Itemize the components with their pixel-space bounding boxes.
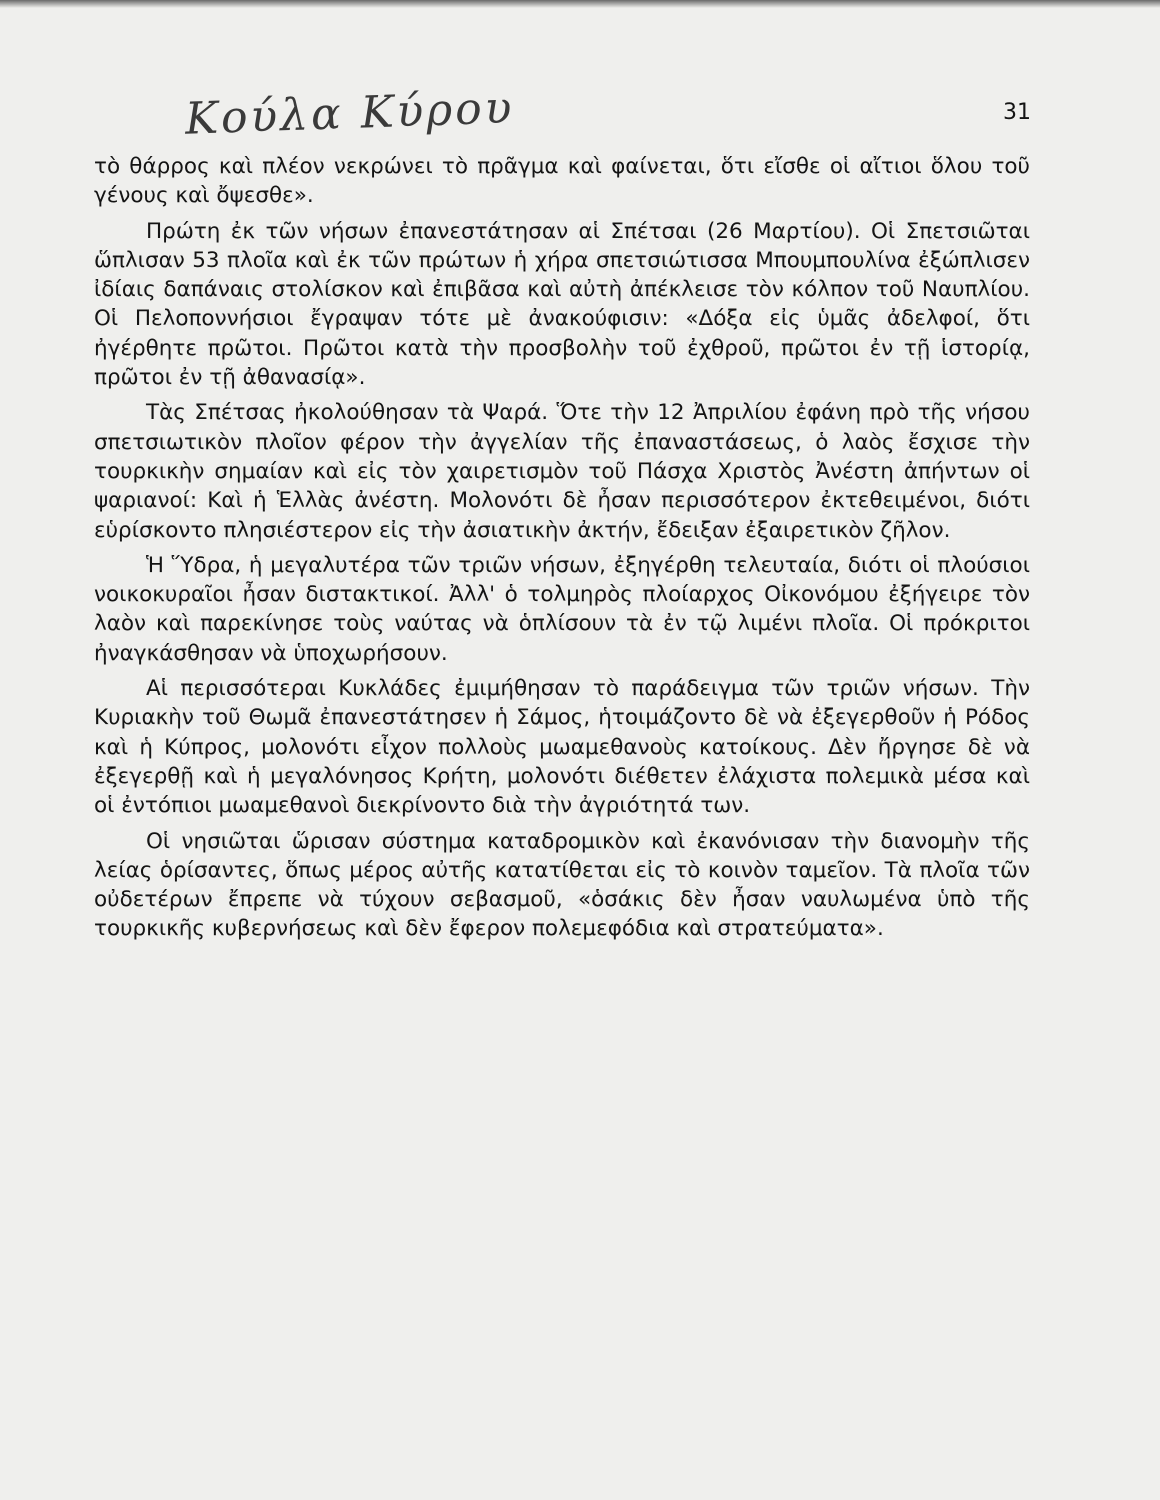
page-top-shadow [0,0,1160,8]
paragraph: Αἱ περισσότεραι Κυκλάδες ἐμιμήθησαν τὸ παράδειγμα τῶν τριῶν νήσων. Τὴν Κυριακὴν τοῦ Θωμᾶ ἐπανεστάτησεν ἡ Σάμος, ἡτοιμάζοντο δὲ νὰ ἐξεγερθοῦν ἡ Ρόδος καὶ ἡ Κύπρος, μολονότι εἶχον πολλοὺς μωαμεθανοὺς κατοίκους. Δὲν ἤργησε δὲ νὰ ἐξεγερθῇ καὶ ἡ μεγαλόνησος Κρήτη, μολονότι διέθετεν ἐλάχιστα πολεμικὰ μέσα καὶ οἱ ἐντόπιοι μωαμεθανοὶ διεκρίνοντο διὰ τὴν ἀγριότητά των. [94,676,1030,819]
paragraph: Ἡ Ὕδρα, ἡ μεγαλυτέρα τῶν τριῶν νήσων, ἐξηγέρθη τελευταία, διότι οἱ πλούσιοι νοικοκυραῖοι ἦσαν διστακτικοί. Ἀλλ' ὁ τολμηρὸς πλοίαρχος Οἰκονόμου ἐξήγειρε τὸν λαὸν καὶ παρεκίνησε τοὺς ναύτας νὰ ὁπλίσουν τὰ ἐν τῷ λιμένι πλοῖα. Οἱ πρόκριτοι ἠναγκάσθησαν νὰ ὑποχωρήσουν. [94,552,1030,666]
paragraph: Πρώτη ἐκ τῶν νήσων ἐπανεστάτησαν αἱ Σπέτσαι (26 Μαρτίου). Οἱ Σπετσιῶται ὥπλισαν 53 πλοῖα καὶ ἐκ τῶν πρώτων ἡ χήρα σπετσιώτισσα Μπουμπουλίνα ἐξώπλισεν ἰδίαις δαπάναις στολίσκον καὶ ἐπιβᾶσα καὶ αὐτὴ ἀπέκλεισε τὸν κόλπον τοῦ Ναυπλίου. Οἱ Πελοποννήσιοι ἔγραψαν τότε μὲ ἀνακούφισιν: «Δόξα εἰς ὑμᾶς ἀδελφοί, ὅτι ἠγέρθητε πρῶτοι. Πρῶτοι κατὰ τὴν προσβολὴν τοῦ ἐχθροῦ, πρῶτοι ἐν τῇ ἱστορίᾳ, πρῶτοι ἐν τῇ ἀθανασίᾳ». [94,218,1030,391]
page-body [94,152,1030,950]
page-number: 31 [1003,100,1031,125]
handwritten-note: Κούλα Κύρου [184,82,516,145]
paragraph: Οἱ νησιῶται ὥρισαν σύστημα καταδρομικὸν καὶ ἐκανόνισαν τὴν διανομὴν τῆς λείας ὁρίσαντες, ὅπως μέρος αὐτῆς κατατίθεται εἰς τὸ κοινὸν ταμεῖον. Τὰ πλοῖα τῶν οὐδετέρων ἔπρεπε νὰ τύχουν σεβασμοῦ, «ὁσάκις δὲν ἦσαν ναυλωμένα ὑπὸ τῆς τουρκικῆς κυβερνήσεως καὶ δὲν ἔφερον πολεμεφόδια καὶ στρατεύματα». [94,828,1030,942]
paragraph: Τὰς Σπέτσας ἠκολούθησαν τὰ Ψαρά. Ὅτε τὴν 12 Ἀπριλίου ἐφάνη πρὸ τῆς νήσου σπετσιωτικὸν πλοῖον φέρον τὴν ἀγγελίαν τῆς ἐπαναστάσεως, ὁ λαὸς ἔσχισε τὴν τουρκικὴν σημαίαν καὶ εἰς τὸν χαιρετισμὸν τοῦ Πάσχα Χριστὸς Ἀνέστη ἀπήντων οἱ ψαριανοί: Καὶ ἡ Ἑλλὰς ἀνέστη. Μολονότι δὲ ἦσαν περισσότερον ἐκτεθειμένοι, διότι εὑρίσκοντο πλησιέστερον εἰς τὴν ἀσιατικὴν ἀκτήν, ἔδειξαν ἐξαιρετικὸν ζῆλον. [94,400,1030,543]
paragraph: τὸ θάρρος καὶ πλέον νεκρώνει τὸ πρᾶγμα καὶ φαίνεται, ὅτι εἴσθε οἱ αἴτιοι ὅλου τοῦ γένους καὶ ὄψεσθε». [94,154,1030,209]
